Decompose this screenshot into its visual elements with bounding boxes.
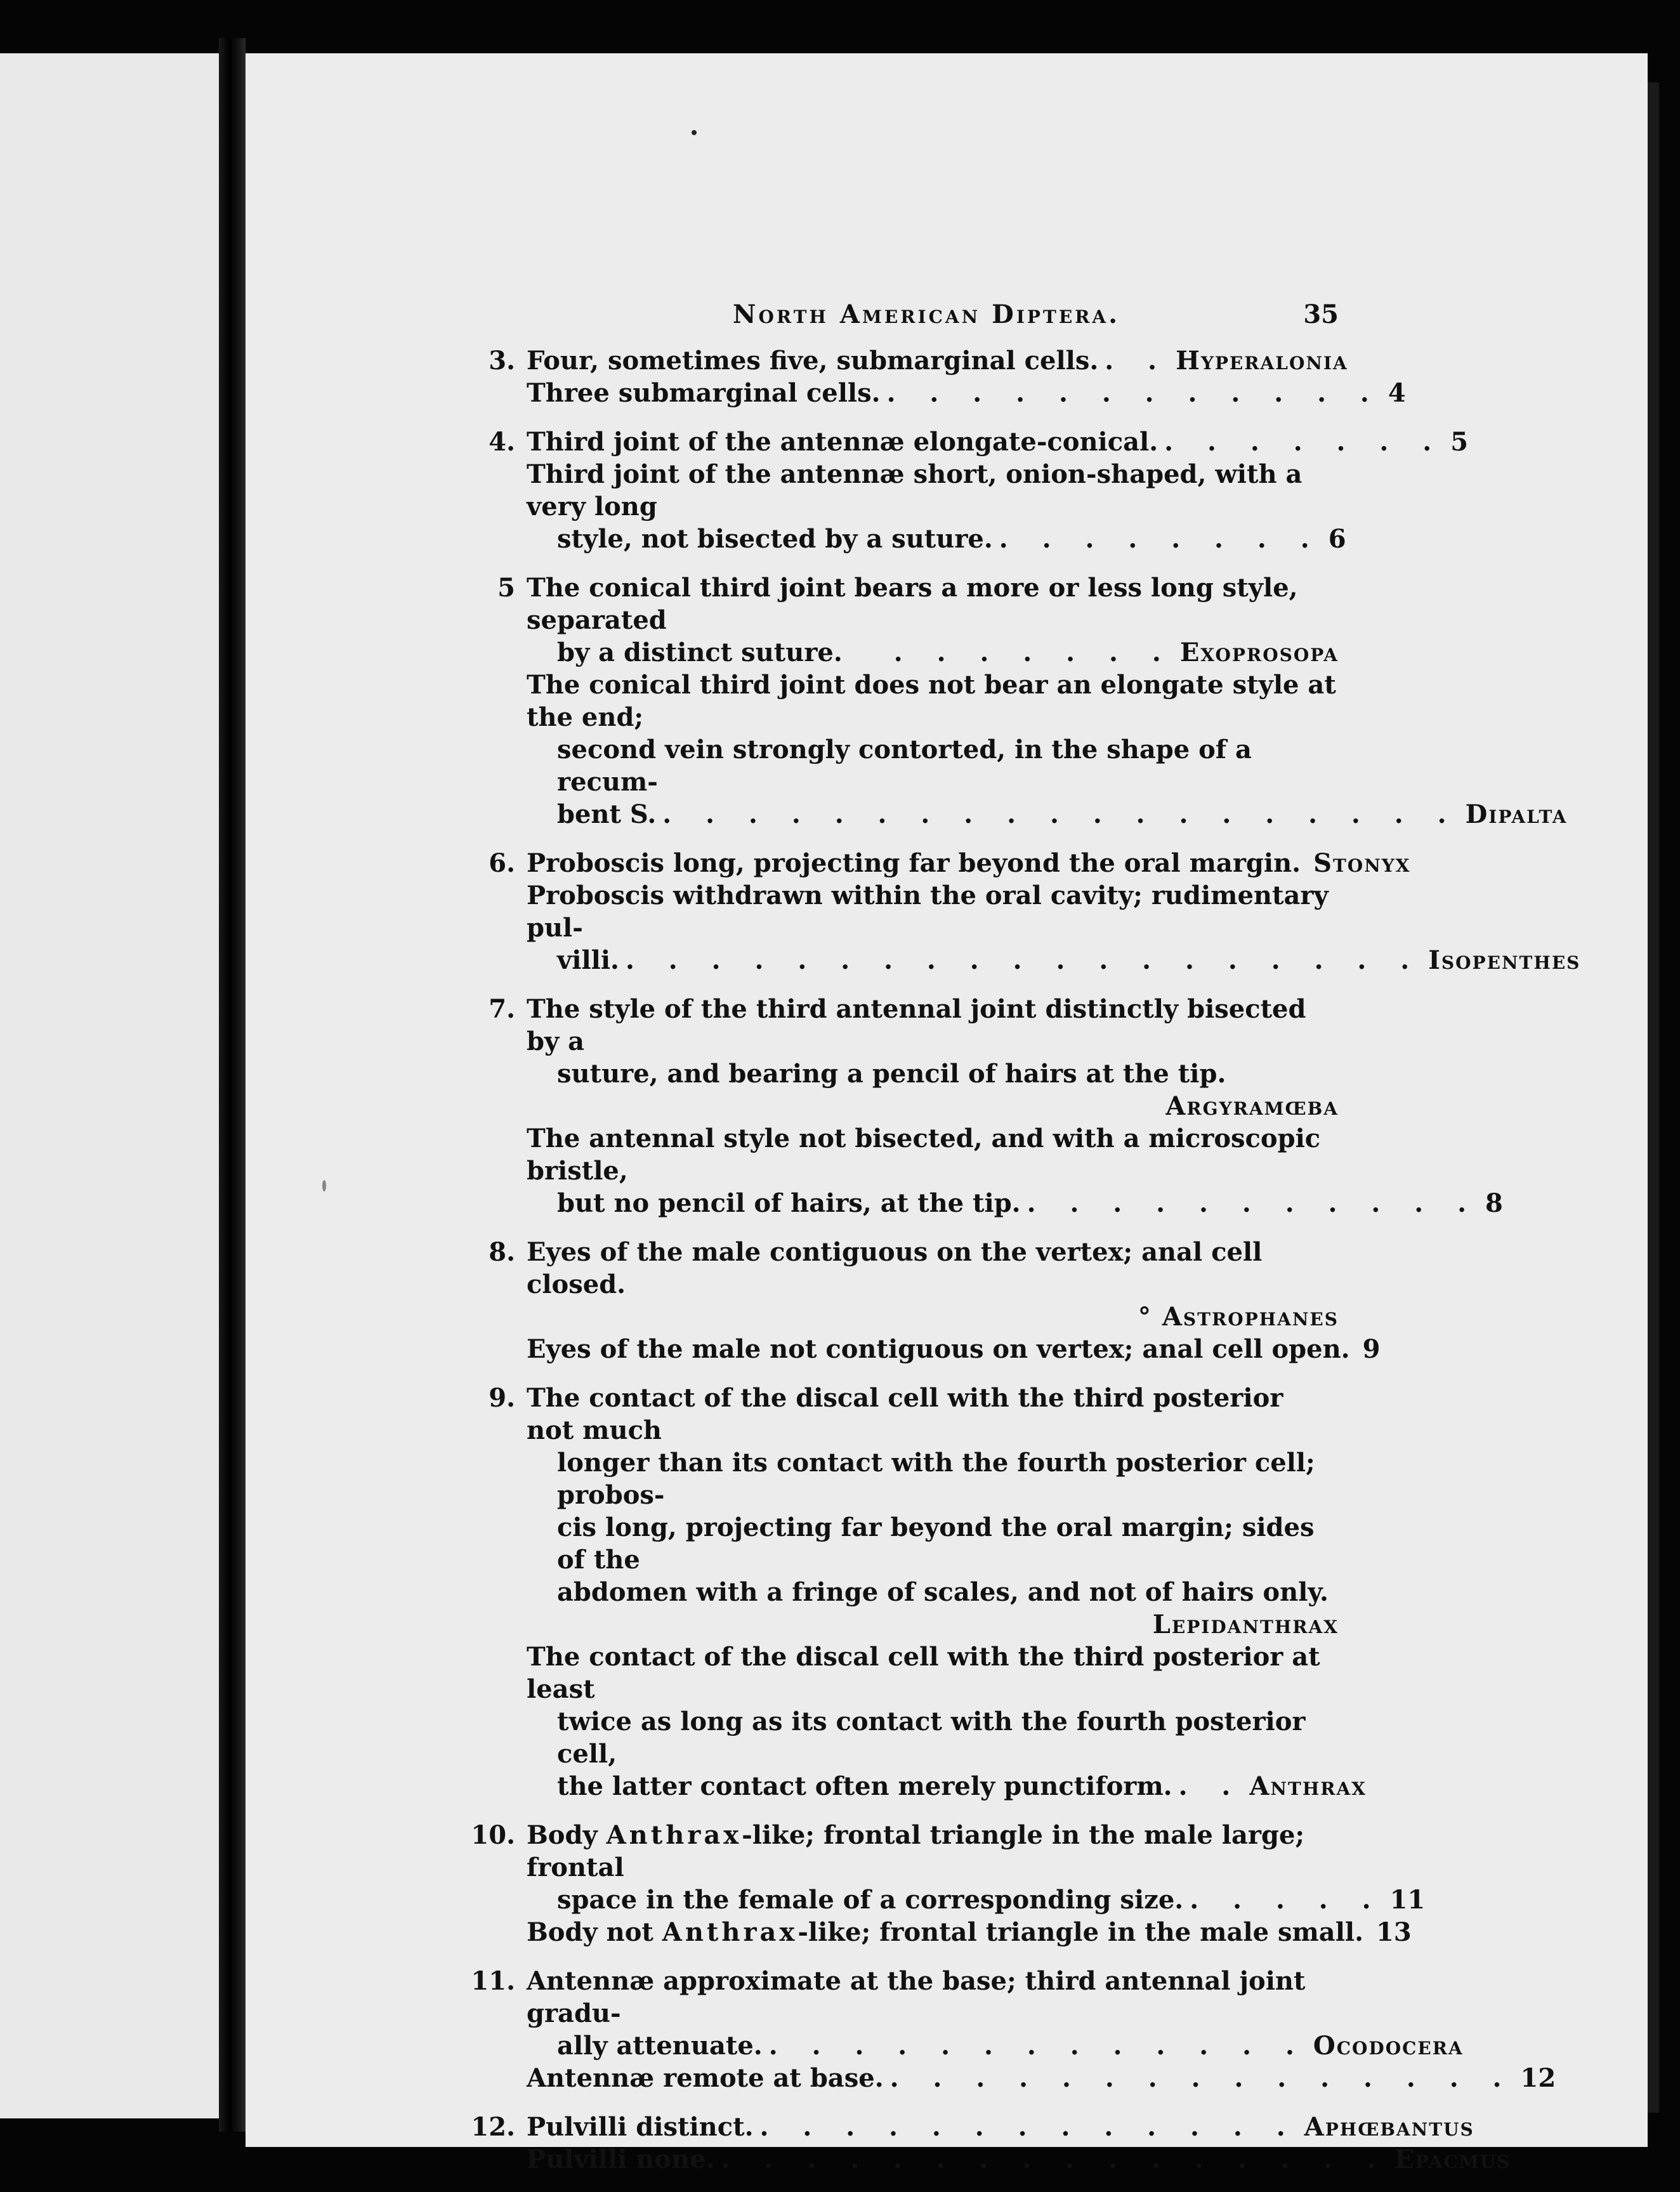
lead-text: -like; frontal triangle in the male small. (797, 1917, 1364, 1947)
lead-text: Proboscis long, projecting far beyond the oral margin. (527, 848, 1301, 878)
page-number: 35 (1303, 299, 1339, 329)
lead-text: twice as long as its contact with the fourth posterior cell, (557, 1707, 1306, 1769)
lead-result: Stonyx (1313, 848, 1411, 878)
couplet-12: 12. Pulvilli distinct. . . . . . . . . . . . . . Aphœbantus Pulvilli none. . . . . . . . . . . . . . . . . Epacmus (469, 2111, 1339, 2176)
couplet-8 (469, 1236, 1381, 1365)
lead-text: The conical third joint does not bear an elongate style at the end; (527, 670, 1336, 732)
lead-text: ally attenuate. (557, 2031, 763, 2061)
lead-text: the latter contact often merely punctiform. (557, 1771, 1172, 1801)
lead-result: Anthrax (1249, 1771, 1367, 1801)
couplet-9: 9. The contact of the discal cell with the third posterior not much longer than its contact with the fourth posterior cell; probos- cis long, projecting far beyond the oral margin; sides of the abdomen with a fringe of scales, and not of hairs only. Lepidanthrax The contact of the discal cell with the third posterior at least twice as long as its contact with the fourth posterior cell, the latter contact often merely punctiform. . . Anthrax (469, 1382, 1339, 1802)
couplet-4: 4. Third joint of the antennæ elongate-conical. . . . . . . . 5 Third joint of the antennæ short, onion-shaped, with a very long style, not bisected by a suture. . . . . . . . . 6 (469, 426, 1339, 555)
couplet-6: 6. Proboscis long, projecting far beyond the oral margin. Stonyx Proboscis withdrawn within the oral cavity; rudimentary pul- villi. . . . . . . . . . . . . . . . . . . . Isopenthes (469, 847, 1339, 976)
couplet-10: 10. Body Anthrax-like; frontal triangle in the male large; frontal space in the female of a corresponding size. . . . . . 11 Body not Anthrax-like; frontal triangle in the male small. 13 (469, 1819, 1339, 1948)
lead-text: abdomen with a fringe of scales, and not of hairs only. (557, 1577, 1329, 1607)
lead-result: Isopenthes (1428, 945, 1581, 975)
couplet-number: 4. (489, 427, 515, 457)
right-page-edge (1648, 82, 1659, 2113)
lead-result: Epacmus (1395, 2144, 1511, 2174)
couplet-3: 3. Four, sometimes five, submarginal cells. . . Hyperalonia Three submarginal cells. . . . . . . . . . . . . 4 (469, 345, 1339, 409)
lead-text: Three submarginal cells. (527, 378, 881, 408)
key-text (469, 298, 1581, 2192)
lead-text: second vein strongly contorted, in the shape of a recum- (557, 735, 1252, 797)
lead-text: Third joint of the antennæ short, onion-shaped, with a very long (527, 459, 1303, 522)
lead-text: -like; frontal triangle in the male large; frontal (527, 1820, 1305, 1882)
lead-result: 8 (1485, 1188, 1503, 1218)
lead-text: Pulvilli distinct. (527, 2112, 754, 2142)
genus-name: Anthrax (662, 1917, 798, 1947)
lead-text: The conical third joint bears a more or less long style, separated (527, 573, 1298, 635)
genus-name: Anthrax (606, 1820, 742, 1850)
speck (322, 1180, 326, 1191)
lead-result: 9 (1362, 1334, 1381, 1364)
lead-text: Body not (527, 1917, 662, 1947)
lead-text: Body (527, 1820, 607, 1850)
lead-text: Antennæ approximate at the base; third antennal joint gradu- (527, 1966, 1306, 2028)
lead-result: Hyperalonia (1176, 346, 1348, 376)
lead-result: Exoprosopa (1179, 638, 1339, 667)
lead-text: cis long, projecting far beyond the oral margin; sides of the (557, 1513, 1315, 1575)
lead-text: style, not bisected by a suture. (557, 524, 993, 554)
couplet-number: 5 (497, 573, 515, 603)
lead-text: Pulvilli none. (527, 2144, 715, 2174)
lead-result: Dipalta (1465, 799, 1568, 829)
lead-text: Proboscis withdrawn within the oral cavity; rudimentary pul- (527, 881, 1329, 943)
couplet-number: 12. (471, 2112, 515, 2142)
lead-result: Argyramœba (1165, 1091, 1339, 1121)
lead-text: by a distinct suture. (557, 638, 843, 667)
speck (692, 130, 697, 135)
lead-text: but no pencil of hairs, at the tip. (557, 1188, 1021, 1218)
running-title: North American Diptera. (732, 299, 1120, 329)
couplet-number: 6. (489, 848, 515, 878)
lead-text: The antennal style not bisected, and with a microscopic bristle, (527, 1124, 1321, 1186)
couplet-5: 5 The conical third joint bears a more or less long style, separated by a distinct suture. . . . . . . . Exoprosopa The conical third joint does not bear an elongate style at the end; second vein strongly contorted, in the shape of a recum- bent S. . . . . . . . . . . . . . . . . . . . Dipalta (469, 572, 1339, 830)
couplet-11: 11. Antennæ approximate at the base; third antennal joint gradu- ally attenuate. . . . . . . . . . . . . . Ocodocera Antennæ remote at base. . . . . . . . . . . . . . . . 12 (469, 1965, 1339, 2094)
lead-text: suture, and bearing a pencil of hairs at the tip. (557, 1059, 1226, 1089)
couplet-number: 8. (489, 1237, 515, 1267)
lead-result: 5 (1450, 427, 1469, 457)
lead-text: Four, sometimes five, submarginal cells. (527, 346, 1099, 376)
lead-result: 4 (1388, 378, 1406, 408)
lead-text: The style of the third antennal joint distinctly bisected by a (527, 994, 1306, 1056)
lead-result: 13 (1376, 1917, 1412, 1947)
lead-text: villi. (557, 945, 619, 975)
couplet-number: 9. (489, 1383, 515, 1413)
lead-text: space in the female of a corresponding size. (557, 1885, 1184, 1915)
lead-result: ° Astrophanes (1138, 1302, 1339, 1332)
lead-result: 12 (1520, 2063, 1556, 2093)
couplet-number: 3. (489, 346, 515, 376)
lead-text: Third joint of the antennæ elongate-conical. (527, 427, 1158, 457)
lead-result: Lepidanthrax (1152, 1610, 1339, 1639)
lead-result: Aphœbantus (1304, 2112, 1474, 2142)
book-gutter (219, 38, 246, 2132)
couplet-7: 7. The style of the third antennal joint distinctly bisected by a suture, and bearing a pencil of hairs at the tip. Argyramœba The antennal style not bisected, and with a microscopic bristle, but no pencil of hairs, at the tip. . . . . . . . . . . . 8 (469, 993, 1339, 1219)
lead-text: Antennæ remote at base. (527, 2063, 884, 2093)
lead-result: Ocodocera (1313, 2031, 1464, 2061)
lead-result: 11 (1389, 1885, 1426, 1915)
lead-text: Eyes of the male contiguous on the vertex; anal cell closed. (527, 1237, 1263, 1299)
lead-text: bent S. (557, 799, 657, 829)
left-page-edge (0, 53, 219, 2118)
lead-text: The contact of the discal cell with the third posterior at least (527, 1642, 1320, 1704)
couplet-number: 7. (489, 994, 515, 1024)
lead-text: The contact of the discal cell with the third posterior not much (527, 1383, 1283, 1445)
couplet-number: 10. (471, 1820, 515, 1850)
running-header (469, 298, 1339, 331)
lead-text: Eyes of the male not contiguous on vertex; anal cell open. (527, 1334, 1350, 1364)
couplet-number: 11. (471, 1966, 515, 1996)
lead-result: 6 (1328, 524, 1346, 554)
lead-text: longer than its contact with the fourth posterior cell; probos- (557, 1448, 1315, 1510)
